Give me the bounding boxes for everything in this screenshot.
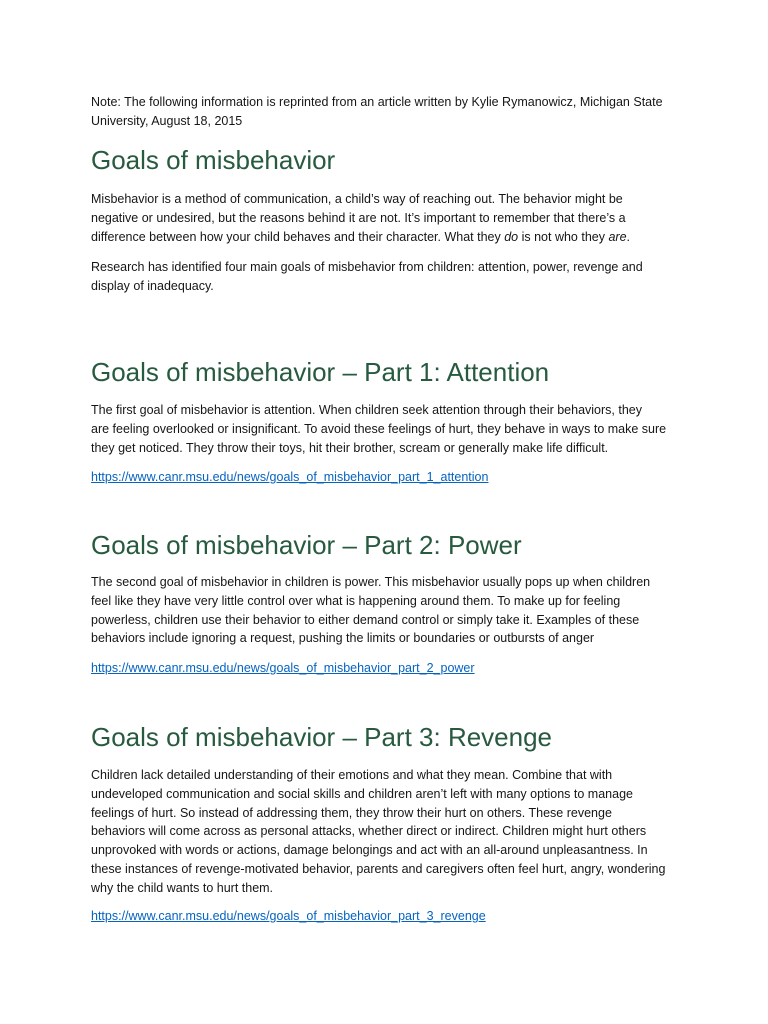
source-note-line: Note: The following information is reprinted from an article written by Kylie Rymanowicz, Michigan State — [91, 95, 663, 109]
section-heading: Goals of misbehavior – Part 1: Attention — [91, 357, 550, 387]
paragraph — [91, 190, 711, 246]
section-heading: Goals of misbehavior – Part 2: Power — [91, 530, 522, 560]
article-link-revenge[interactable]: https://www.canr.msu.edu/news/goals_of_misbehavior_part_3_revenge — [91, 909, 486, 923]
paragraph-line: The first goal of misbehavior is attention. When children seek attention through their behaviors, they — [91, 403, 642, 417]
paragraph-line: display of inadequacy. — [91, 278, 214, 293]
link-row — [91, 468, 711, 487]
paragraph — [91, 766, 711, 898]
paragraph-line: The second goal of misbehavior in children is power. This misbehavior usually pops up when children — [91, 575, 651, 589]
paragraph-line — [91, 228, 711, 247]
section-heading: Goals of misbehavior – Part 3: Revenge — [91, 722, 553, 752]
link-row — [91, 907, 711, 926]
paragraph — [91, 401, 711, 457]
paragraph-line: powerless, children use their behavior to either demand control or simply take it. Examples of these — [91, 612, 640, 627]
paragraph-line: are feeling overlooked or insignificant. To avoid these feelings of hurt, they behave in ways to make sure — [91, 421, 667, 436]
source-note — [91, 93, 711, 131]
emphasis-text: do — [504, 229, 519, 244]
article-link-power[interactable]: https://www.canr.msu.edu/news/goals_of_misbehavior_part_2_power — [91, 661, 475, 675]
paragraph-line: feel like they have very little control over what is happening around them. To make up for feeling — [91, 593, 621, 608]
paragraph — [91, 258, 711, 296]
paragraph-line: why the child wants to hurt them. — [91, 880, 274, 895]
paragraph-line: behaviors will come across as personal attacks, whether direct or indirect. Children might hurt others — [91, 824, 647, 839]
paragraph-line: Misbehavior is a method of communication, a child’s way of reaching out. The behavior might be — [91, 192, 623, 206]
source-note-line: University, August 18, 2015 — [91, 113, 243, 128]
paragraph-line: undeveloped communication and social skills and children aren’t left with many options to manage — [91, 786, 633, 801]
paragraph-line: Children lack detailed understanding of their emotions and what they mean. Combine that with — [91, 768, 613, 782]
paragraph — [91, 573, 711, 648]
text-run: is not who they — [518, 229, 609, 244]
paragraph-line: Research has identified four main goals of misbehavior from children: attention, power, revenge and — [91, 260, 643, 274]
paragraph-line: feelings of hurt. So instead of addressing them, they throw their hurt on others. These revenge — [91, 805, 612, 820]
text-run: difference between how your child behaves and their character. What they — [91, 229, 505, 244]
paragraph-line: these instances of revenge-motivated behavior, parents and caregivers often feel hurt, angry, wondering — [91, 861, 666, 876]
emphasis-text: are — [608, 229, 627, 244]
paragraph-line: they get noticed. They throw their toys, hit their brother, scream or generally make life difficult. — [91, 440, 609, 455]
paragraph-line: negative or undesired, but the reasons behind it are not. It’s important to remember that there’s a — [91, 210, 626, 225]
article-link-attention[interactable]: https://www.canr.msu.edu/news/goals_of_misbehavior_part_1_attention — [91, 470, 489, 484]
section-heading: Goals of misbehavior — [91, 145, 336, 175]
text-run: . — [626, 229, 631, 244]
paragraph-line: behaviors include ignoring a request, pushing the limits or boundaries or outbursts of anger — [91, 631, 595, 646]
paragraph-line: unprovoked with words or actions, damage belongings and act with an all-around unpleasantness. In — [91, 843, 648, 858]
link-row — [91, 659, 711, 678]
